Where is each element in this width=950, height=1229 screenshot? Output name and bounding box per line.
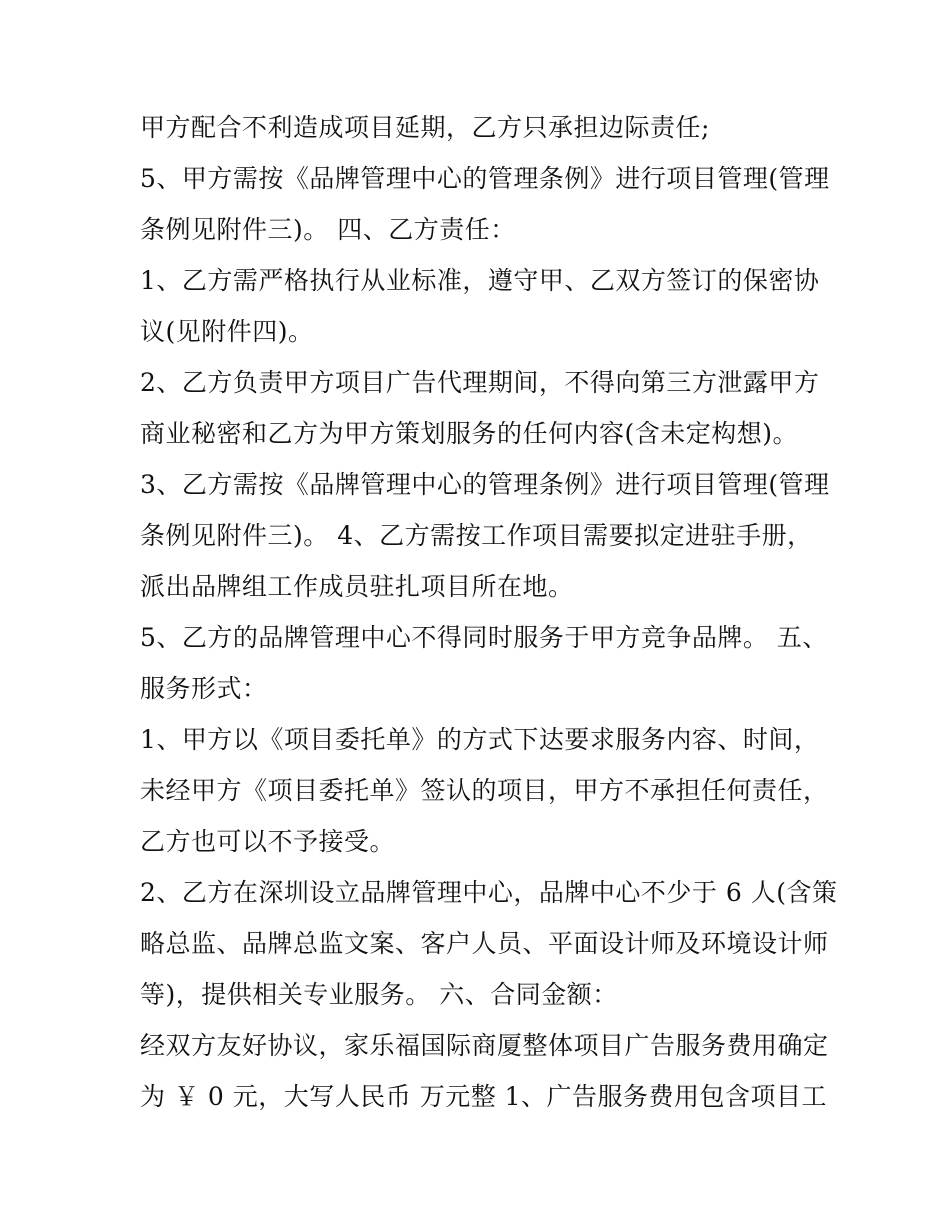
text-line: 甲方配合不利造成项目延期，乙方只承担边际责任;: [140, 113, 710, 142]
text-line: 商业秘密和乙方为甲方策划服务的任何内容(含未定构想)。: [140, 419, 799, 448]
text-line: 3、乙方需按《品牌管理中心的管理条例》进行项目管理(管理: [140, 470, 830, 499]
text-line: 条例见附件三)。 4、乙方需按工作项目需要拟定进驻手册，: [140, 521, 813, 550]
text-line: 2、乙方负责甲方项目广告代理期间，不得向第三方泄露甲方: [140, 368, 820, 397]
document-body: [140, 102, 838, 1122]
text-line: 5、乙方的品牌管理中心不得同时服务于甲方竞争品牌。 五、: [140, 623, 828, 652]
text-line: 服务形式：: [140, 674, 268, 703]
text-line: 2、乙方在深圳设立品牌管理中心，品牌中心不少于 6 人(含策: [140, 878, 838, 907]
text-line: 未经甲方《项目委托单》签认的项目，甲方不承担任何责任，: [140, 776, 829, 805]
text-line: 乙方也可以不予接受。: [140, 827, 396, 856]
text-line: 经双方友好协议，家乐福国际商厦整体项目广告服务费用确定: [140, 1031, 829, 1060]
text-line: 1、乙方需严格执行从业标准，遵守甲、乙双方签订的保密协: [140, 266, 820, 295]
text-line: 等)，提供相关专业服务。 六、合同金额：: [140, 980, 618, 1009]
text-line: 略总监、品牌总监文案、客户人员、平面设计师及环境设计师: [140, 929, 829, 958]
text-line: 派出品牌组工作成员驻扎项目所在地。: [140, 572, 574, 601]
text-line: 议(见附件四)。: [140, 317, 314, 346]
text-line: 1、甲方以《项目委托单》的方式下达要求服务内容、时间，: [140, 725, 820, 754]
text-line: 条例见附件三)。 四、乙方责任：: [140, 215, 516, 244]
text-line: 5、甲方需按《品牌管理中心的管理条例》进行项目管理(管理: [140, 164, 830, 193]
text-line: 为 ￥ 0 元，大写人民币 万元整 1、广告服务费用包含项目工: [140, 1082, 828, 1111]
